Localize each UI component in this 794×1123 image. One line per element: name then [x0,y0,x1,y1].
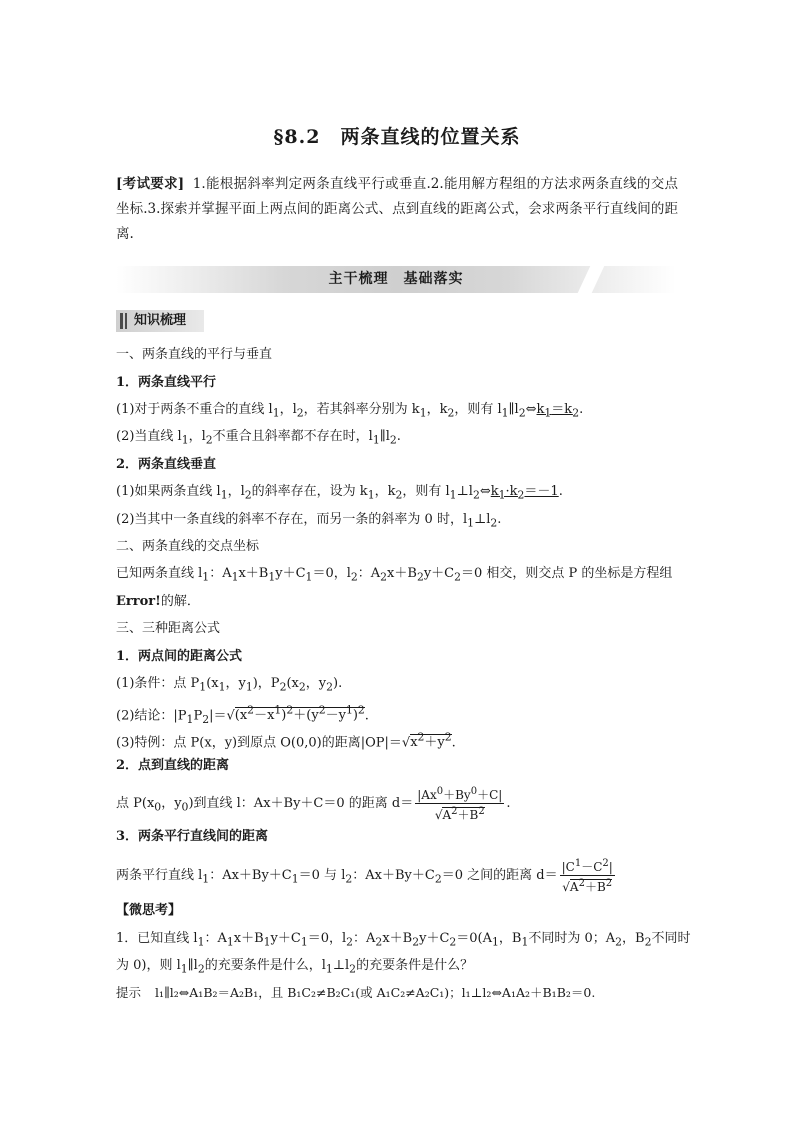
parallel-distance-fraction: $\frac{|C^1-C^2|}{√A^2+B^2}$ [561,858,613,894]
distance-fraction: $\frac{|Ax^0+By^0+C|}{√A^2+B^2}$ [417,786,503,822]
s1-p2: (2)当直线 $l_1$，$l_2$不重合且斜率都不存在时，$l_1\parallel l_2$. [116,429,401,447]
s1-p4: (2)当其中一条直线的斜率不存在，而另一条的斜率为 0 时，$l_1\perp l_2$. [116,512,502,530]
s1-sub2: 2．两条直线垂直 [116,457,217,472]
s3-sub3: 3．两条平行直线间的距离 [116,829,269,844]
bar-marker-icon [120,313,123,329]
s3-p2: (2)结论：$|P_1P_2|=√(x^2-x^1)^2+(y^2-y^1)^2$. [116,704,369,726]
think-heading: 【微思考】 [116,903,182,918]
s3-p4: 点 $P(x_0$，$y_0$)到直线 l：Ax＋By＋C＝0 的距离 d＝ $\frac{|Ax^0+By^0+C|}{√A^2+B^2}$ . [116,786,511,822]
hint-text: l₁∥l₂⇔A₁B₂＝A₂B₁，且 B₁C₂≠B₂C₁(或 A₁C₂≠A₂C₁)；l₁⊥l₂⇔A₁A₂＋B₁B₂＝0. [155,985,596,1000]
section-banner [116,266,676,293]
exam-requirements [116,172,678,247]
s3-p3: (3)特例：点 P(x，y)到原点 O(0,0)的距离$|OP|=√x^2+y^2$. [116,731,456,751]
requirements-text: 1.能根据斜率判定两条直线平行或垂直.2.能用解方程组的方法求两条直线的交点坐标.3.探索并掌握平面上两点间的距离公式、点到直线的距离公式，会求两条平行直线间的距离. [116,176,678,242]
hint-label: 提示 [116,985,142,1000]
knowledge-box-label: 知识梳理 [134,313,187,328]
page-title: §8.2 两条直线的位置关系 [273,126,521,148]
s2-heading: 二、两条直线的交点坐标 [116,539,260,554]
s3-p1: (1)条件：点 $P_1(x_1$，$y_1$)，$P_2(x_2$，$y_2$). [116,676,343,694]
s1-p1: (1)对于两条不重合的直线 $l_1$，$l_2$，若其斜率分别为 $k_1$，$k_2$，则有 $l_1\parallel l_2\Leftrightarrow k_1=k_2$. [116,402,584,420]
s1-p3: (1)如果两条直线 $l_1$，$l_2$的斜率存在，设为 $k_1$，$k_2$，则有 $l_1\perp l_2\Leftrightarrow k_1\cdot k_2=-1$. [116,484,563,502]
think-q1: 1．已知直线 $l_1$：$A_1x+B_1y+C_1=0$，$l_2$：$A_2x+B_2y+C_2=0(A_1$，$B_1$不同时为 0；$A_2$，$B_2$不同时 [116,931,691,949]
s3-heading: 三、三种距离公式 [116,621,221,636]
s3-sub1: 1．两点间的距离公式 [116,649,243,664]
knowledge-box [116,310,204,332]
s1-sub1: 1．两条直线平行 [116,375,217,390]
banner-text: 主干梳理 基础落实 [328,271,464,287]
error-text: Error! [116,594,161,609]
s2-p1: 已知两条直线 $l_1$：$A_1x+B_1y+C_1=0$，$l_2$：$A_2x+B_2y+C_2=0$ 相交，则交点 P 的坐标是方程组 [116,566,673,584]
think-answer [116,983,686,1003]
s2-p2: Error!的解． [116,594,200,609]
bar-marker-icon-2 [125,313,127,329]
requirements-tag: [考试要求] [116,176,185,192]
s1-heading: 一、两条直线的平行与垂直 [116,347,273,362]
s3-p5: 两条平行直线 $l_1$：$Ax+By+C_1=0$ 与 $l_2$：$Ax+By+C_2=0$ 之间的距离 d＝ $\frac{|C^1-C^2|}{√A^2+B^2}$ [116,858,613,894]
s3-sub2: 2．点到直线的距离 [116,758,230,773]
think-q2: 为 0)，则 $l_1\parallel l_2$的充要条件是什么，$l_1\perp l_2$的充要条件是什么？ [116,958,474,976]
